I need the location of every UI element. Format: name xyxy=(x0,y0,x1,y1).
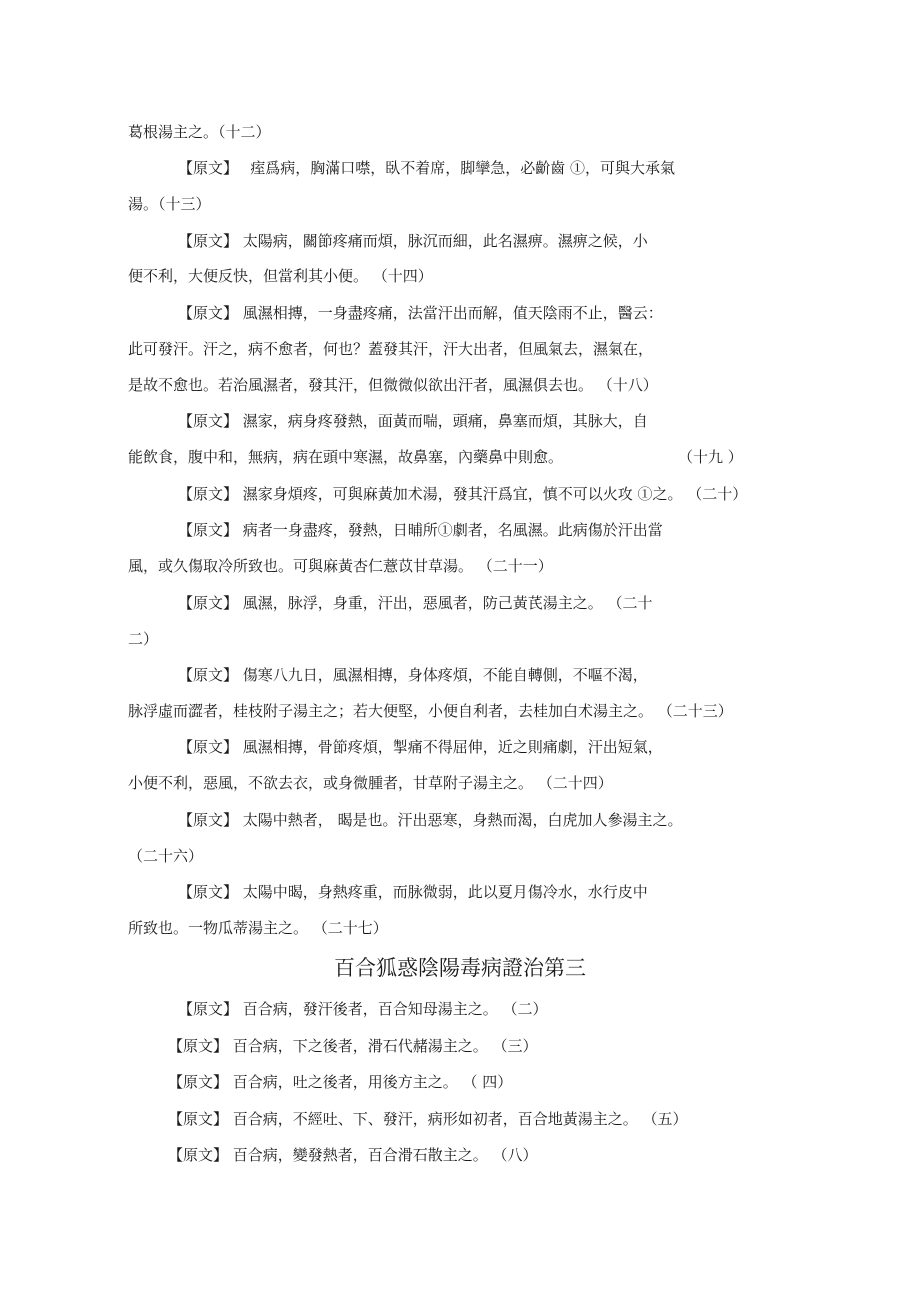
text-line: 【原文】 太陽中熱者， 暍是也。汗出惡寒，身熱而渴，白虎加人參湯主之。 xyxy=(178,811,683,829)
text-line: 小便不利，惡風，不欲去衣，或身微腫者，甘草附子湯主之。 （二十四） xyxy=(128,774,613,792)
text-line: 便不利，大便反快，但當利其小便。 （十四） xyxy=(128,267,433,285)
text-line: （二十六） xyxy=(128,847,204,865)
text-line: 能飲食，腹中和，無病，病在頭中寒濕，故鼻塞，內藥鼻中則愈。 xyxy=(128,448,564,466)
text-line: 此可發汗。汗之，病不愈者，何也？蓋發其汗，汗大出者，但風氣去，濕氣在， xyxy=(128,340,654,358)
text-line: 【原文】 風濕，脉浮，身重，汗出，惡風者，防己黃芪湯主之。 （二十 xyxy=(178,594,653,612)
text-line: 【原文】 傷寒八九日，風濕相摶，身体疼煩，不能自轉側，不嘔不渴， xyxy=(178,666,648,684)
text-line: 【原文】 百合病，吐之後者，用後方主之。 （ 四） xyxy=(168,1073,513,1091)
text-line: 【原文】 太陽病，關節疼痛而煩，脉沉而細，此名濕痹。濕痹之候，小 xyxy=(178,232,648,250)
text-line: 【原文】 病者一身盡疼，發熱，日晡所①劇者，名風濕。此病傷於汗出當 xyxy=(178,521,663,539)
text-line: 【原文】 百合病，下之後者，滑石代赭湯主之。 （三） xyxy=(168,1037,538,1055)
text-line: 【原文】 濕家身煩疼，可與麻黃加术湯，發其汗爲宜，慎不可以火攻 ①之。 （二十） xyxy=(178,485,748,503)
text-line: 是故不愈也。若治風濕者，發其汗，但微微似欲出汗者，風濕俱去也。 （十八） xyxy=(128,376,658,394)
text-line: 風，或久傷取冷所致也。可與麻黃杏仁薏苡甘草湯。 （二十一） xyxy=(128,557,553,575)
text-line: 【原文】 痓爲病，胸滿口噤，臥不着席，脚攣急，必齘齒 ①，可與大承氣 xyxy=(178,159,676,177)
text-line: 【原文】 百合病，發汗後者，百合知母湯主之。 （二） xyxy=(178,1000,548,1018)
text-line: （十九 ） xyxy=(678,448,743,466)
text-line: 【原文】 風濕相摶，一身盡疼痛，法當汗出而解，值天陰雨不止，醫云： xyxy=(178,304,663,322)
text-line: 湯。（十三） xyxy=(128,195,211,213)
text-line: 【原文】 百合病，變發熱者，百合滑石散主之。 （八） xyxy=(168,1146,538,1164)
text-line: 所致也。一物瓜蒂湯主之。 （二十七） xyxy=(128,919,388,937)
section-title: 百合狐惑陰陽毒病證治第三 xyxy=(334,956,586,980)
text-line: 【原文】 濕家，病身疼發熱，面黃而喘，頭痛，鼻塞而煩，其脉大，自 xyxy=(178,412,648,430)
text-line: 【原文】 太陽中暍，身熱疼重，而脉微弱，此以夏月傷冷水，水行皮中 xyxy=(178,883,648,901)
text-line: 二） xyxy=(128,630,159,648)
text-line: 【原文】 風濕相摶，骨節疼煩，掣痛不得屈伸，近之則痛劇，汗出短氣， xyxy=(178,738,663,756)
text-line: 脉浮虛而澀者，桂枝附子湯主之；若大便堅，小便自利者，去桂加白术湯主之。 （二十三） xyxy=(128,702,733,720)
text-line: 【原文】 百合病，不經吐、下、發汗，病形如初者，百合地黃湯主之。 （五） xyxy=(168,1110,688,1128)
text-line: 葛根湯主之。（十二） xyxy=(128,123,271,141)
